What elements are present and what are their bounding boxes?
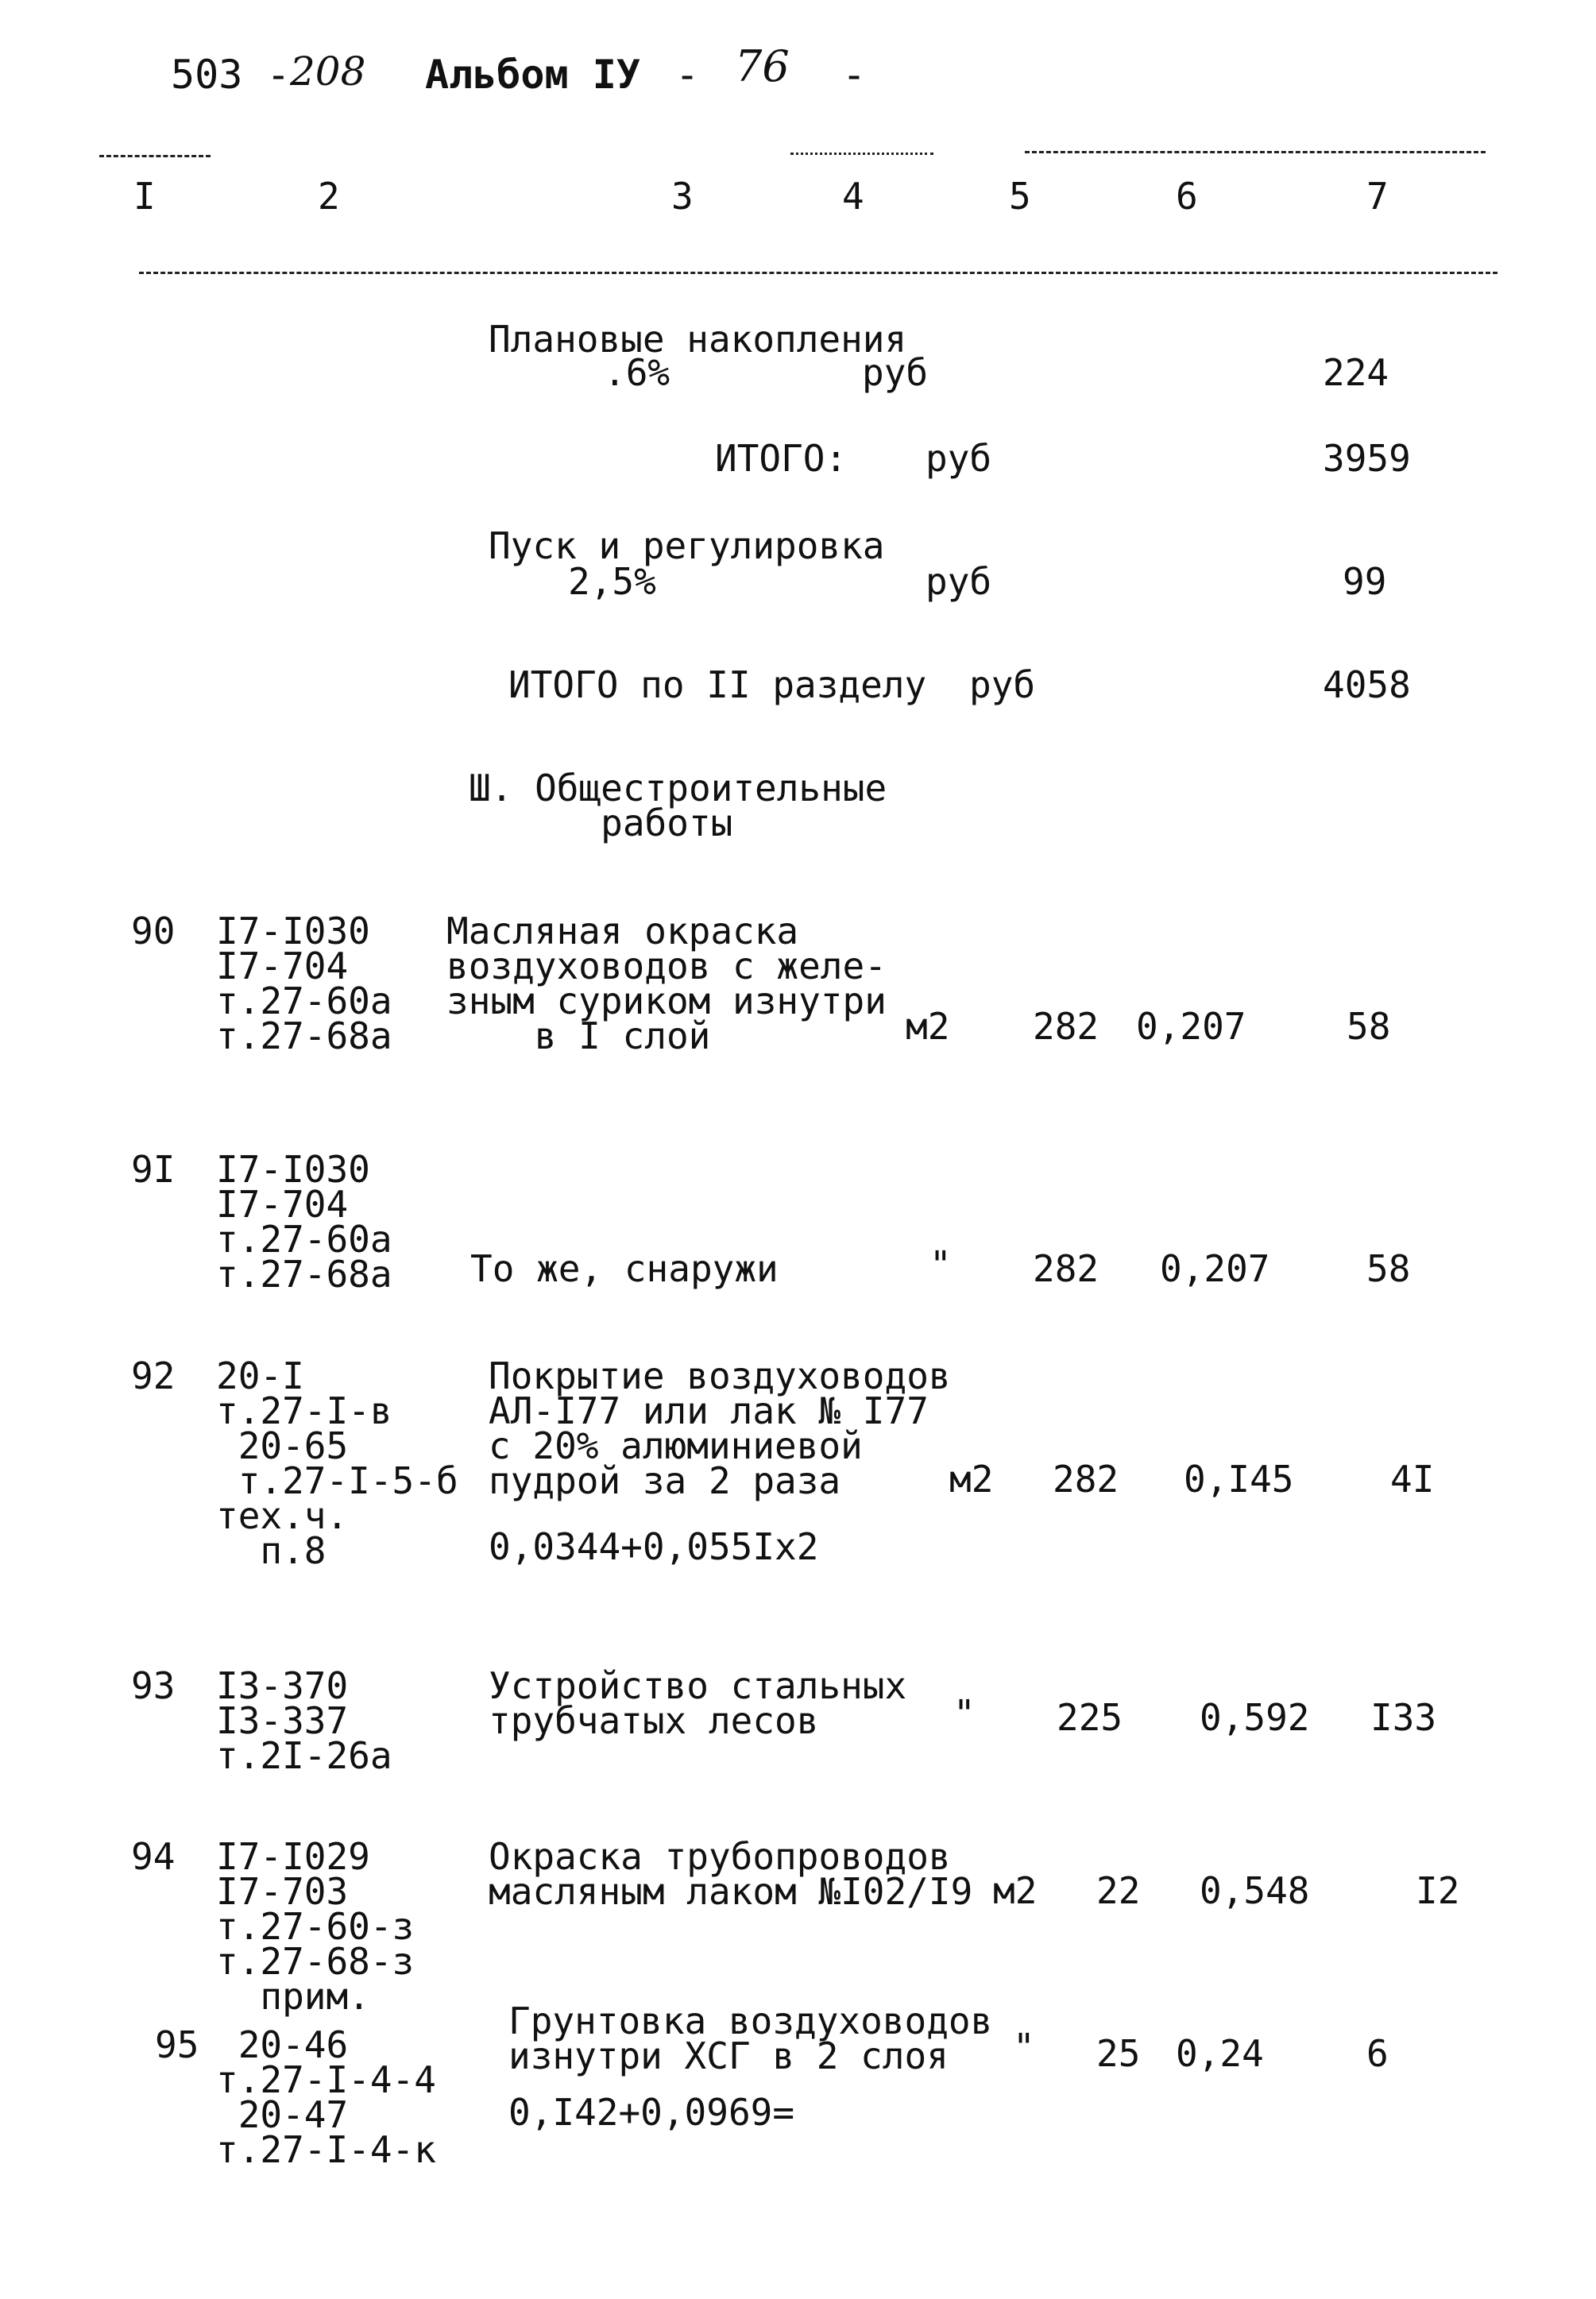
row-quantity: 25 <box>1096 2032 1141 2075</box>
header-bottom-rule <box>139 272 1497 274</box>
row-quantity: 22 <box>1096 1869 1141 1912</box>
launch-adjust-unit: руб <box>926 560 992 603</box>
row-description: Окраска трубопроводов масляным лаком №I02/I9 <box>489 1835 973 1913</box>
row-formula: 0,0344+0,055Ix2 <box>489 1525 819 1568</box>
row-unit: м2 <box>949 1458 994 1501</box>
row-quantity: 282 <box>1053 1458 1119 1501</box>
row-unit-price: 0,24 <box>1176 2032 1264 2075</box>
row-description: То же, снаружи <box>470 1247 779 1290</box>
row-description: Масляная окраска воздуховодов с желе- зным суриком изнутри в I слой <box>446 910 887 1057</box>
column-header-5: 5 <box>1009 175 1031 218</box>
total-label: ИТОГО: <box>715 437 848 480</box>
top-rule <box>99 155 211 157</box>
row-codes: 20-I т.27-I-в 20-65 т.27-I-5-б тех.ч. п.8 <box>216 1354 458 1572</box>
section-heading: Ш. Общестроительные работы <box>469 767 887 844</box>
doc-code: 503 - <box>171 52 291 98</box>
album-label: Альбом IУ <box>425 52 640 98</box>
planned-savings-percent: .6% <box>604 351 670 394</box>
row-unit: м2 <box>993 1869 1038 1912</box>
column-header-7: 7 <box>1366 175 1389 218</box>
row-codes: I7-I030 I7-704 т.27-60а т.27-68а <box>216 910 392 1057</box>
row-total: 4I <box>1390 1458 1435 1501</box>
doc-code-handwritten: 208 <box>290 48 366 95</box>
column-header-3: 3 <box>671 175 694 218</box>
launch-adjust-label: Пуск и регулировка <box>489 524 885 567</box>
row-unit-price: 0,592 <box>1200 1696 1310 1739</box>
row-number: 9I <box>131 1148 176 1191</box>
row-number: 93 <box>131 1664 176 1707</box>
row-unit: м2 <box>906 1005 950 1048</box>
row-total: I33 <box>1370 1696 1437 1739</box>
row-total: 58 <box>1347 1005 1391 1048</box>
row-number: 95 <box>155 2023 199 2066</box>
row-description: Грунтовка воздуховодов изнутри ХСГ в 2 слоя <box>508 2000 993 2077</box>
header-dash: - <box>675 52 700 98</box>
row-unit: " <box>953 1692 976 1735</box>
column-header-6: 6 <box>1176 175 1198 218</box>
row-unit-price: 0,207 <box>1160 1247 1270 1290</box>
row-quantity: 282 <box>1033 1247 1099 1290</box>
row-codes: I7-I029 I7-703 т.27-60-з т.27-68-з прим. <box>216 1835 415 2018</box>
row-total: I2 <box>1416 1869 1460 1912</box>
row-codes: I3-370 I3-337 т.2I-26а <box>216 1664 392 1777</box>
row-unit: " <box>929 1243 952 1286</box>
row-quantity: 225 <box>1057 1696 1123 1739</box>
row-description: Устройство стальных трубчатых лесов <box>489 1664 907 1742</box>
planned-savings-value: 224 <box>1323 351 1389 394</box>
row-codes: 20-46 т.27-I-4-4 20-47 т.27-I-4-к <box>216 2023 436 2171</box>
row-total: 6 <box>1366 2032 1389 2075</box>
row-quantity: 282 <box>1033 1005 1099 1048</box>
planned-savings-label: Плановые накопления <box>489 318 907 361</box>
column-header-2: 2 <box>318 175 340 218</box>
row-number: 90 <box>131 910 176 952</box>
launch-adjust-percent: 2,5% <box>568 560 656 603</box>
row-unit-price: 0,548 <box>1200 1869 1310 1912</box>
row-total: 58 <box>1366 1247 1411 1290</box>
top-rule <box>790 153 933 155</box>
row-unit-price: 0,207 <box>1136 1005 1246 1048</box>
section-total-unit: руб <box>969 663 1036 706</box>
row-number: 94 <box>131 1835 176 1878</box>
planned-savings-unit: руб <box>862 351 929 394</box>
row-unit-price: 0,I45 <box>1184 1458 1294 1501</box>
total-unit: руб <box>926 437 992 480</box>
top-rule <box>1025 151 1486 153</box>
total-value: 3959 <box>1323 437 1411 480</box>
column-header-1: I <box>133 175 156 218</box>
section-total-value: 4058 <box>1323 663 1411 706</box>
launch-adjust-value: 99 <box>1343 560 1387 603</box>
page-number-handwritten: 76 <box>735 41 790 91</box>
row-number: 92 <box>131 1354 176 1397</box>
row-description: Покрытие воздуховодов АЛ-I77 или лак № I77 с 20% алюминиевой пудрой за 2 раза <box>489 1354 951 1502</box>
column-header-4: 4 <box>842 175 864 218</box>
row-formula: 0,I42+0,0969= <box>508 2091 795 2134</box>
row-codes: I7-I030 I7-704 т.27-60а т.27-68а <box>216 1148 392 1296</box>
section-total-label: ИТОГО по II разделу <box>508 663 927 706</box>
header-dash: - <box>842 52 867 98</box>
row-unit: " <box>1013 2026 1035 2069</box>
